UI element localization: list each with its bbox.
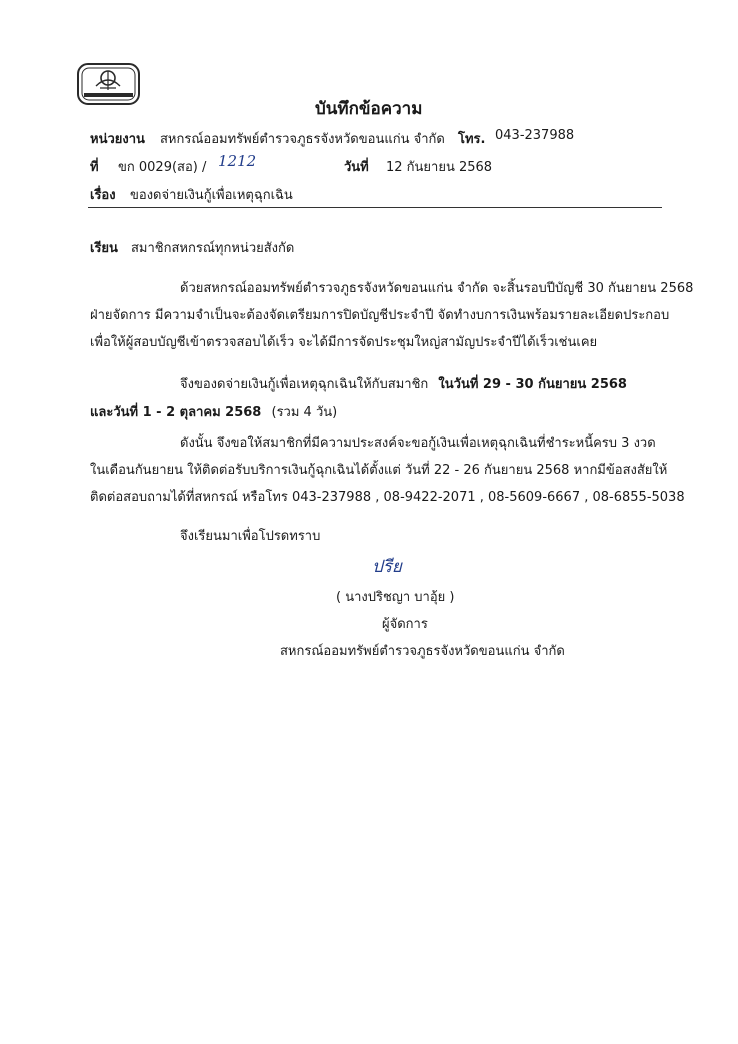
- date-label: วันที่: [344, 160, 369, 175]
- tel-value: 043-237988: [495, 128, 575, 143]
- paragraph3-line: ติดต่อสอบถามได้ที่สหกรณ์ หรือโทร 043-237988 , 08-9422-2071 , 08-5609-6667 , 08-6855-5038: [90, 490, 685, 505]
- paragraph2-dates2-bold: และวันที่ 1 - 2 ตุลาคม 2568: [90, 405, 262, 420]
- paragraph3-line: ดังนั้น จึงขอให้สมาชิกที่มีความประสงค์จะขอกู้เงินเพื่อเหตุฉุกเฉินที่ชำระหนี้ครบ 3 งวด: [180, 436, 656, 451]
- paragraph2-total: (รวม 4 วัน): [271, 405, 338, 420]
- ref-label: ที่: [90, 160, 99, 175]
- handwritten-signature: ปรีย: [372, 557, 402, 577]
- salutation-label: เรียน: [90, 241, 118, 256]
- cooperative-logo: [76, 60, 141, 108]
- ref-handwritten-number: 1212: [218, 152, 257, 170]
- signer-position: ผู้จัดการ: [382, 617, 428, 632]
- paragraph2-line1: [180, 373, 627, 394]
- paragraph2-line2: [90, 401, 337, 422]
- ref-value: ขก 0029(สอ) /: [118, 160, 207, 175]
- date-value: 12 กันยายน 2568: [386, 160, 493, 175]
- signer-organization: สหกรณ์ออมทรัพย์ตำรวจภูธรจังหวัดขอนแก่น จำกัด: [280, 644, 565, 659]
- seal-icon: [76, 60, 141, 108]
- paragraph3-line: ในเดือนกันยายน ให้ติดต่อรับบริการเงินกู้ฉุกเฉินได้ตั้งแต่ วันที่ 22 - 26 กันยายน 2568 หากมีข้อสงสัยให้: [90, 463, 668, 478]
- paragraph1-line: เพื่อให้ผู้สอบบัญชีเข้าตรวจสอบได้เร็ว จะได้มีการจัดประชุมใหญ่สามัญประจำปีได้เร็วเช่นเคย: [90, 335, 598, 350]
- signer-name: ( นางปริชญา บาอุ้ย ): [336, 590, 455, 605]
- subject-label: เรื่อง: [90, 188, 116, 203]
- paragraph1-line: ด้วยสหกรณ์ออมทรัพย์ตำรวจภูธรจังหวัดขอนแก่น จำกัด จะสิ้นรอบปีบัญชี 30 กันยายน 2568: [180, 281, 694, 296]
- dept-label: หน่วยงาน: [90, 132, 145, 147]
- header-divider: [88, 207, 662, 208]
- memo-title: บันทึกข้อความ: [315, 99, 423, 119]
- paragraph2-text: จึงของดจ่ายเงินกู้เพื่อเหตุฉุกเฉินให้กับสมาชิก: [180, 377, 429, 392]
- paragraph1-line: ฝ่ายจัดการ มีความจำเป็นจะต้องจัดเตรียมการปิดบัญชีประจำปี จัดทำงบการเงินพร้อมรายละเอียดประกอบ: [90, 308, 670, 323]
- paragraph2-dates-bold: ในวันที่ 29 - 30 กันยายน 2568: [438, 377, 627, 392]
- closing-text: จึงเรียนมาเพื่อโปรดทราบ: [180, 529, 321, 544]
- salutation-value: สมาชิกสหกรณ์ทุกหน่วยสังกัด: [131, 241, 295, 256]
- tel-label: โทร.: [458, 132, 486, 147]
- dept-value: สหกรณ์ออมทรัพย์ตำรวจภูธรจังหวัดขอนแก่น จำกัด: [160, 132, 445, 147]
- subject-value: ของดจ่ายเงินกู้เพื่อเหตุฉุกเฉิน: [130, 188, 293, 203]
